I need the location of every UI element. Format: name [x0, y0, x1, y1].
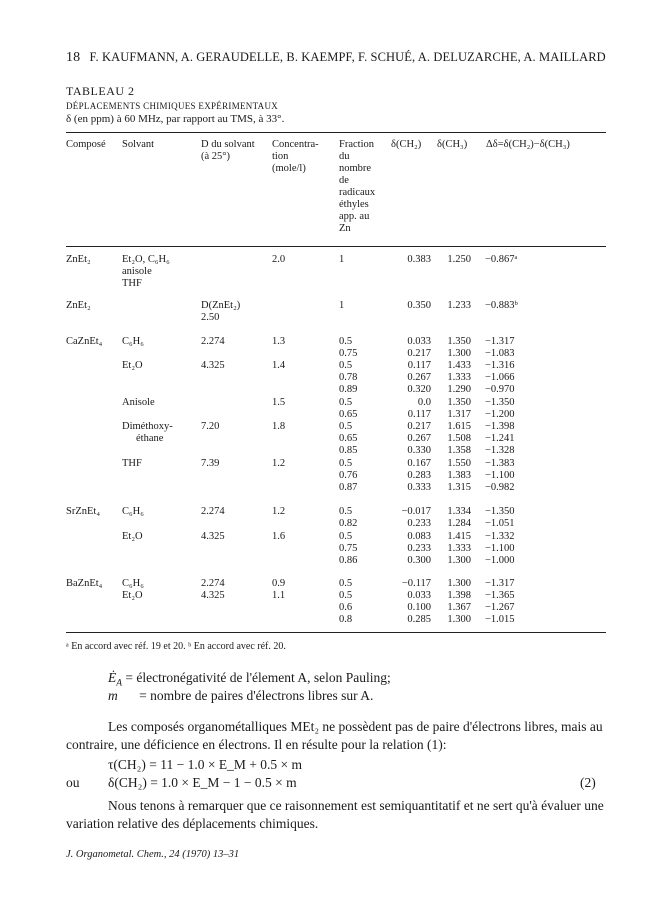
cell-delta-ch2: 0.383 — [407, 254, 431, 265]
table-subtitle: DÉPLACEMENTS CHIMIQUES EXPÉRIMENTAUX — [66, 101, 279, 111]
cell-delta-diff: −0.883ᵇ — [485, 300, 518, 311]
cell-delta-diff: −1.350 −1.051 — [485, 506, 515, 529]
page-number: 18 — [66, 50, 81, 65]
cell-delta-diff: −1.332 −1.100 −1.000 — [485, 531, 515, 566]
equation-number: (2) — [580, 775, 596, 790]
cell-concentration — [272, 300, 332, 312]
cell-fraction: 0.5 0.82 — [339, 506, 358, 529]
cell-delta-ch3: 1.350 1.300 — [447, 336, 471, 359]
cell-concentration: 1.4 — [272, 360, 286, 371]
cell-solvent: Et₂O — [122, 360, 143, 371]
cell-solvent: C₆H₆ — [122, 336, 144, 347]
cell-solvent: Diméthoxy- éthane — [122, 421, 173, 444]
cell-compound — [66, 421, 120, 433]
cell-d-solvent: 7.20 — [201, 421, 220, 432]
cell-concentration: 1.5 — [272, 397, 286, 408]
cell-concentration: 0.9 1.1 — [272, 578, 286, 601]
cell-delta-ch3: 1.550 1.383 1.315 — [447, 458, 471, 493]
cell-d-solvent: D(ZnEt₂) 2.50 — [201, 300, 241, 323]
cell-fraction: 0.5 0.75 — [339, 336, 358, 359]
cell-delta-ch3: 1.334 1.284 — [447, 506, 471, 529]
cell-d-solvent: 4.325 — [201, 360, 225, 371]
cell-solvent: Et₂O — [122, 531, 143, 542]
cell-delta-ch2: −0.017 0.233 — [401, 506, 431, 529]
cell-delta-diff: −0.867ᵃ — [485, 254, 518, 265]
cell-delta-ch3: 1.615 1.508 1.358 — [447, 421, 471, 456]
paragraph-organometallic: Les composés organométalliques MEt₂ ne possèdent pas de paire d'électrons libres, mais au contraire, une déficience en électrons. Il en résulte pour la relation (1): — [66, 719, 603, 752]
cell-delta-ch3: 1.233 — [447, 300, 471, 311]
table-header-rule — [66, 246, 606, 247]
col-header-conc: Concentra- tion (mole/l) — [272, 139, 319, 174]
col-header-ch3: δ(CH₃) — [437, 139, 468, 150]
cell-delta-diff: −1.316 −1.066 −0.970 — [485, 360, 515, 395]
col-header-dsolv: D du solvant (à 25°) — [201, 139, 255, 162]
cell-compound: CaZnEt₄ — [66, 336, 103, 347]
table-bottom-rule — [66, 632, 606, 633]
table-units: δ (en ppm) à 60 MHz, par rapport au TMS, à 33°. — [66, 113, 285, 125]
col-header-delta: Δδ=δ(CH₂)−δ(CH₃) — [486, 139, 570, 150]
cell-fraction: 0.5 0.65 — [339, 397, 358, 420]
definition-lone-pairs: m = nombre de paires d'électrons libres sur A. — [108, 688, 374, 703]
cell-concentration: 2.0 — [272, 254, 286, 265]
cell-d-solvent: 4.325 — [201, 531, 225, 542]
cell-compound — [66, 397, 120, 409]
cell-delta-diff: −1.383 −1.100 −0.982 — [485, 458, 515, 493]
cell-solvent: C₆H₆ — [122, 506, 144, 517]
cell-compound — [66, 531, 120, 543]
equation-delta: δ(CH₂) = 1.0 × E_M − 1 − 0.5 × m — [108, 775, 297, 790]
cell-concentration: 1.2 — [272, 506, 286, 517]
cell-delta-diff: −1.317 −1.365 −1.267 −1.015 — [485, 578, 515, 625]
cell-delta-ch3: 1.250 — [447, 254, 471, 265]
cell-delta-ch2: 0.217 0.267 0.330 — [407, 421, 431, 456]
equation-tau: τ(CH₂) = 11 − 1.0 × E_M + 0.5 × m — [108, 757, 302, 772]
cell-delta-ch2: 0.350 — [407, 300, 431, 311]
cell-delta-ch2: 0.167 0.283 0.333 — [407, 458, 431, 493]
cell-fraction: 0.5 0.76 0.87 — [339, 458, 358, 493]
author-list: F. KAUFMANN, A. GERAUDELLE, B. KAEMPF, F. SCHUÉ, A. DELUZARCHE, A. MAILLARD — [89, 50, 606, 64]
cell-delta-ch2: 0.0 0.117 — [407, 397, 431, 420]
cell-d-solvent: 2.274 — [201, 336, 225, 347]
cell-fraction: 0.5 0.75 0.86 — [339, 531, 358, 566]
cell-delta-diff: −1.350 −1.200 — [485, 397, 515, 420]
cell-fraction: 1 — [339, 254, 345, 265]
journal-footer: J. Organometal. Chem., 24 (1970) 13–31 — [66, 849, 240, 860]
cell-fraction: 0.5 0.65 0.85 — [339, 421, 358, 456]
cell-compound: BaZnEt₄ — [66, 578, 103, 589]
cell-delta-ch2: 0.117 0.267 0.320 — [407, 360, 431, 395]
cell-delta-ch3: 1.415 1.333 1.300 — [447, 531, 471, 566]
cell-fraction: 0.5 0.78 0.89 — [339, 360, 358, 395]
cell-d-solvent — [201, 254, 265, 266]
cell-solvent: THF — [122, 458, 142, 469]
cell-compound — [66, 360, 120, 372]
cell-compound: SrZnEt₄ — [66, 506, 100, 517]
cell-delta-ch2: 0.033 0.217 — [407, 336, 431, 359]
table-top-rule — [66, 132, 606, 133]
col-header-ch2: δ(CH₂) — [391, 139, 422, 150]
cell-compound: ZnEt₂ — [66, 300, 91, 311]
cell-d-solvent: 2.274 4.325 — [201, 578, 225, 601]
cell-fraction: 1 — [339, 300, 345, 311]
cell-fraction: 0.5 0.5 0.6 0.8 — [339, 578, 353, 625]
cell-compound — [66, 458, 120, 470]
running-header — [66, 50, 606, 66]
cell-concentration: 1.6 — [272, 531, 286, 542]
cell-delta-ch3: 1.433 1.333 1.290 — [447, 360, 471, 395]
cell-solvent: Et₂O, C₆H₆ anisole THF — [122, 254, 170, 289]
cell-concentration: 1.3 — [272, 336, 286, 347]
cell-d-solvent — [201, 397, 265, 409]
cell-d-solvent: 7.39 — [201, 458, 220, 469]
col-header-solvant: Solvant — [122, 139, 155, 150]
cell-delta-ch2: −0.117 0.033 0.100 0.285 — [401, 578, 431, 625]
col-header-compose: Composé — [66, 139, 106, 150]
cell-delta-ch2: 0.083 0.233 0.300 — [407, 531, 431, 566]
equation-prefix-ou: ou — [66, 775, 80, 790]
cell-solvent: C₆H₆ Et₂O — [122, 578, 144, 601]
col-header-fraction: Fraction du nombre de radicaux éthyles app. au Zn — [339, 139, 376, 234]
cell-d-solvent: 2.274 — [201, 506, 225, 517]
cell-delta-ch3: 1.350 1.317 — [447, 397, 471, 420]
cell-delta-diff: −1.317 −1.083 — [485, 336, 515, 359]
cell-concentration: 1.2 — [272, 458, 286, 469]
paragraph-remark: Nous tenons à remarquer que ce raisonnement est semiquantitatif et ne sert qu'à évaluer une variation relative des déplacements chimiques. — [66, 798, 604, 831]
cell-delta-ch3: 1.300 1.398 1.367 1.300 — [447, 578, 471, 625]
cell-solvent — [122, 300, 198, 312]
definition-electronegativity: $Ė_A$ = électronégativité de l'élement A, selon Pauling; — [108, 670, 391, 689]
cell-compound: ZnEt₂ — [66, 254, 91, 265]
cell-delta-diff: −1.398 −1.241 −1.328 — [485, 421, 515, 456]
cell-concentration: 1.8 — [272, 421, 286, 432]
cell-solvent: Anisole — [122, 397, 155, 408]
table-footnote: ᵃ En accord avec réf. 19 et 20. ᵇ En accord avec réf. 20. — [66, 641, 286, 652]
table-title: TABLEAU 2 — [66, 84, 135, 98]
